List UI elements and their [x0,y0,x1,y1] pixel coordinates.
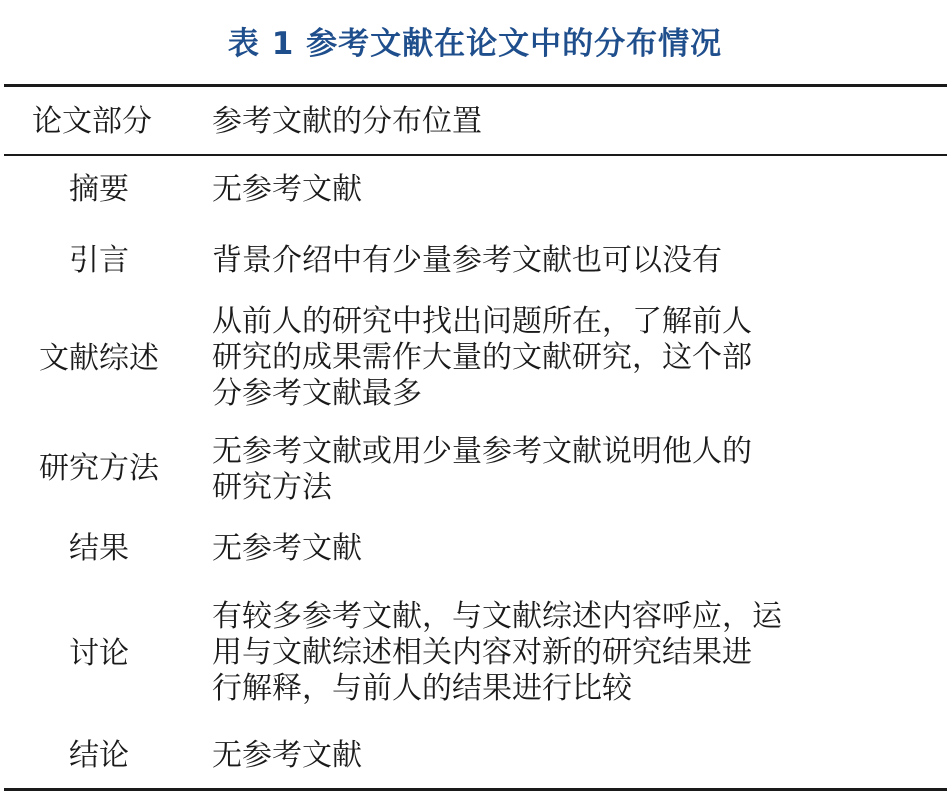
bottom-rule [4,788,947,791]
distribution-line: 有较多参考文献，与文献综述内容呼应，运 [212,599,782,634]
header-rule [4,154,947,156]
row-section: 摘要 [69,172,129,207]
row-distribution [212,738,932,774]
distribution-line: 行解释，与前人的结果进行比较 [212,671,632,706]
row-distribution [212,172,932,208]
row-section: 结果 [69,531,129,566]
row-distribution [212,531,932,567]
header-section: 论文部分 [32,104,152,139]
distribution-line: 无参考文献 [212,172,362,207]
row-section: 研究方法 [39,451,159,486]
distribution-line: 研究的成果需作大量的文献研究，这个部 [212,340,752,375]
row-section: 引言 [69,243,129,278]
distribution-line: 无参考文献或用少量参考文献说明他人的 [212,434,752,469]
distribution-line: 无参考文献 [212,738,362,773]
distribution-line: 背景介绍中有少量参考文献也可以没有 [212,243,722,278]
distribution-line: 分参考文献最多 [212,376,422,411]
row-distribution [212,599,932,707]
distribution-line: 从前人的研究中找出问题所在，了解前人 [212,304,752,339]
header-distribution: 参考文献的分布位置 [212,104,482,139]
row-distribution [212,243,932,279]
top-rule [4,84,947,87]
row-distribution [212,304,932,412]
distribution-line: 无参考文献 [212,531,362,566]
table-caption: 表 1 参考文献在论文中的分布情况 [227,26,723,62]
row-section: 讨论 [69,636,129,671]
distribution-line: 用与文献综述相关内容对新的研究结果进 [212,635,752,670]
row-section: 文献综述 [39,341,159,376]
distribution-line: 研究方法 [212,470,332,505]
row-section: 结论 [69,738,129,773]
row-distribution [212,434,932,506]
